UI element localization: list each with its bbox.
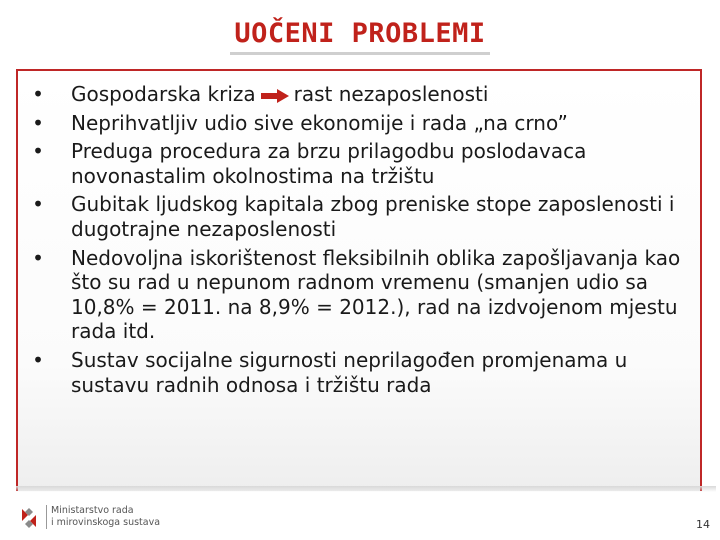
bullet-item: [28, 139, 698, 188]
bullet-text: Sustav socijalne sigurnosti neprilagođen promjenama u sustavu radnih odnosa i tržištu rada: [71, 347, 628, 397]
bullet-text: Neprihvatljiv udio sive ekonomije i rada „na crno”: [71, 110, 568, 135]
bullet-dot: •: [32, 110, 44, 135]
bullet-item: [28, 348, 698, 397]
bullet-text-before: Gospodarska kriza: [71, 82, 256, 106]
bullet-dot: •: [32, 192, 44, 217]
ministry-logo-text: [46, 505, 160, 529]
bullet-item: [28, 192, 698, 241]
title-area: [0, 18, 720, 55]
frame-shadow: [16, 486, 716, 492]
bullet-text: Preduga procedura za brzu prilagodbu poslodavaca novonastalim okolnostima na tržištu: [71, 139, 587, 188]
right-arrow-icon: [260, 88, 290, 104]
ministry-logo-icon: [20, 507, 38, 529]
bullet-dot: •: [32, 139, 44, 164]
bullet-item: [28, 111, 698, 136]
bullet-dot: •: [32, 82, 44, 106]
bullet-item: [28, 246, 698, 344]
bullet-item: [28, 82, 698, 107]
bullet-text: Gubitak ljudskog kapitala zbog preniske stope zaposlenosti i dugotrajne nezaposlenosti: [71, 192, 675, 241]
slide-title: UOČENI PROBLEMI: [230, 18, 489, 55]
bullet-text: Nedovoljna iskorištenost fleksibilnih oblika zapošljavanja kao što su rad u nepunom radnom vremenu (smanjen udio sa 10,8% = 2011. na 8,9% = 2012.), rad na izdvojenom mjestu rada itd.: [71, 245, 681, 344]
page-number: 14: [696, 518, 710, 531]
bullet-list: [28, 82, 698, 401]
bullet-dot: •: [32, 347, 44, 372]
bullet-dot: •: [32, 245, 44, 270]
bullet-text-after: rast nezaposlenosti: [293, 82, 489, 106]
logo-line-2: i mirovinskoga sustava: [51, 517, 161, 528]
logo-line-1: Ministarstvo rada: [51, 505, 134, 516]
